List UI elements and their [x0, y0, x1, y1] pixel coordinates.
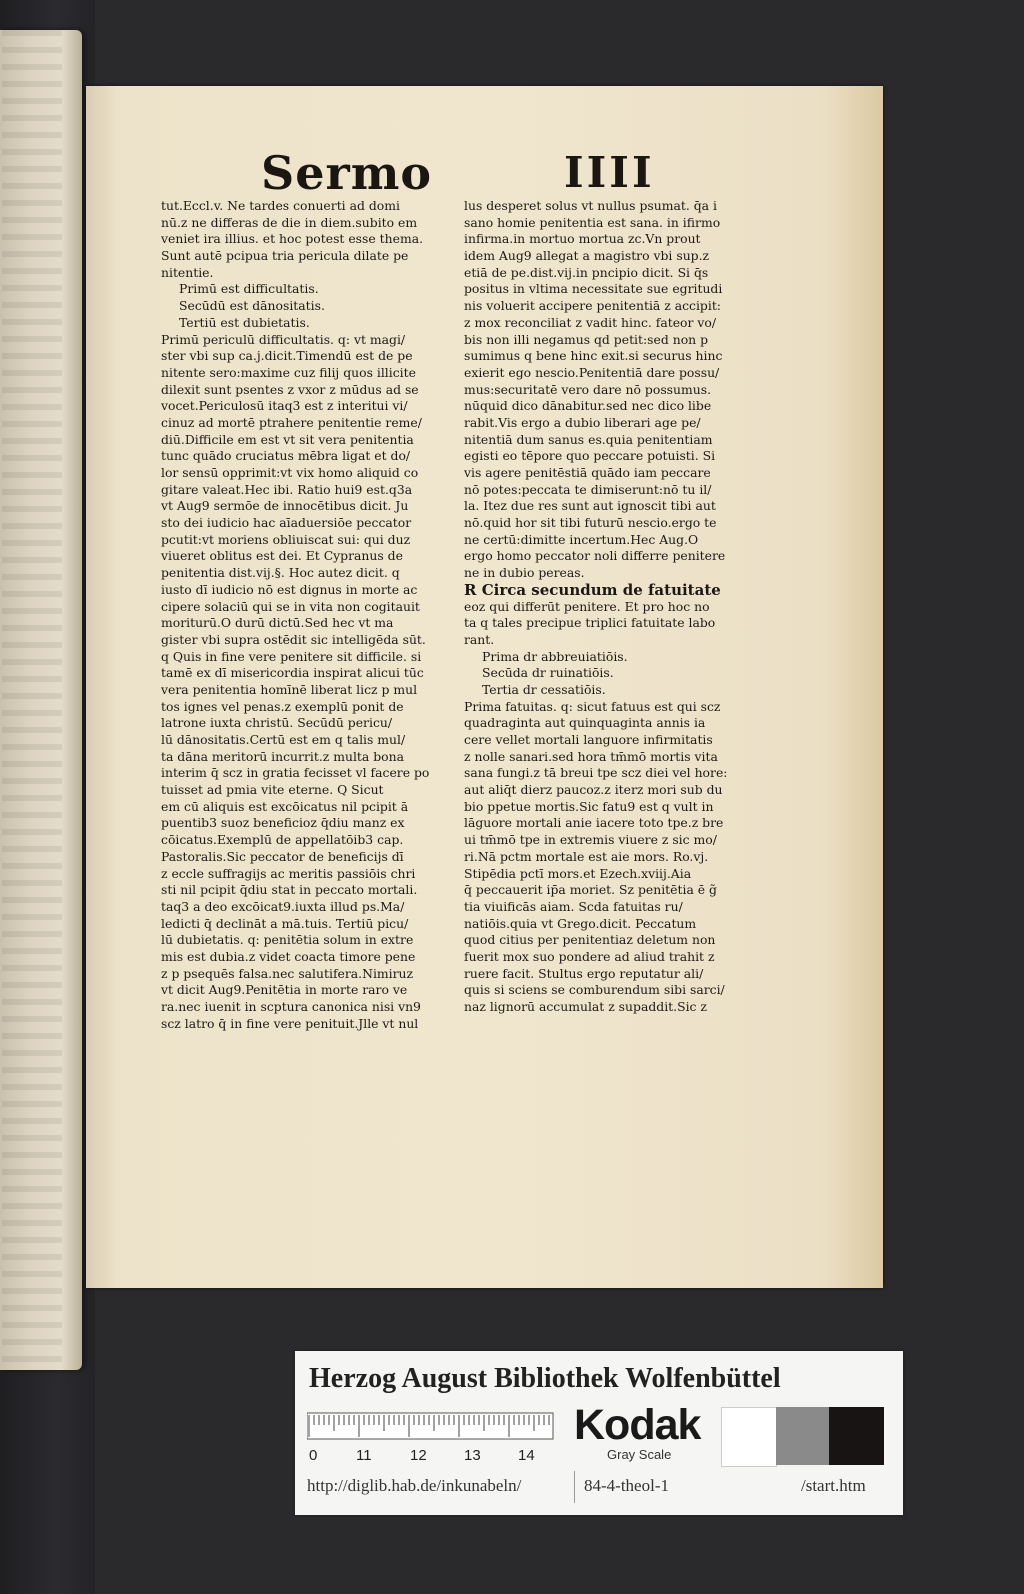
text-line: iusto dī iudicio nō est dignus in morte ac — [161, 581, 418, 597]
url-separator — [574, 1471, 575, 1503]
text-line: Prima dr abbreuiatiōis. — [482, 648, 628, 664]
text-line: ne in dubio pereas. — [464, 565, 585, 581]
text-line: z mox reconciliat z vadit hinc. fateor vo/ — [464, 314, 717, 330]
text-line: z p psequēs falsa.nec salutifera.Nimiruz — [161, 965, 414, 981]
text-line: Primū periculū difficultatis. q: vt magi/ — [161, 331, 406, 347]
text-line: ra.nec iuenit in scptura canonica nisi vn9 — [161, 999, 421, 1014]
text-line: diū.Difficile em est vt sit vera penitentia — [161, 431, 414, 447]
running-head-title: Sermo — [261, 146, 433, 200]
ruler-number: 12 — [410, 1447, 427, 1464]
text-line: puentib3 suoz beneficioz q̄diu manz ex — [161, 815, 405, 831]
text-line: Tertia dr cessatiōis. — [482, 681, 606, 697]
text-line: nō potes:peccata te dimiserunt:nō tu il/ — [464, 481, 712, 497]
text-line: vocet.Periculosū itaq3 est z interitui vi/ — [161, 398, 408, 414]
text-line: ri.Nā pctm mortale est aie mors. Ro.vj. — [464, 848, 709, 864]
text-line: penitentia dist.vij.§. Hoc autez dicit. q — [161, 565, 400, 581]
text-line: bio ppetue mortis.Sic fatu9 est q vult in — [464, 798, 714, 814]
text-line: q Quis in fine vere penitere sit difficile. si — [161, 648, 422, 664]
text-line: tunc quādo cruciatus mēbra ligat et do/ — [161, 448, 411, 464]
text-line: tia viuificās aiam. Scda fatuitas ru/ — [464, 898, 683, 914]
text-line: taq3 a deo excōicat9.iuxta illud ps.Ma/ — [161, 898, 405, 914]
gray-swatch-white — [721, 1407, 777, 1467]
text-line: cōicatus.Exemplū de appellatōib3 cap. — [161, 832, 404, 848]
text-line: eoz qui differūt penitere. Et pro hoc no — [464, 598, 710, 614]
text-line: mis est dubia.z videt coacta timore pene — [161, 948, 416, 964]
text-line: mus:securitatē vero dare nō possumus. — [464, 381, 712, 397]
text-line: nitentie. — [161, 264, 214, 280]
url-shelfmark: 84-4-theol-1 — [584, 1476, 669, 1495]
text-line: Secūda dr ruinatiōis. — [482, 665, 614, 681]
text-line: veniet ira illius. et hoc potest esse thema. — [161, 231, 424, 247]
library-name: Herzog August Bibliothek Wolfenbüttel — [309, 1363, 781, 1394]
text-line: la. Itez due res sunt aut ignoscit tibi aut — [464, 498, 716, 514]
text-line: tut.Eccl.v. Ne tardes conuerti ad domi — [161, 198, 400, 213]
text-line: nū.z ne differas de die in diem.subito em — [161, 214, 418, 230]
text-line: quod citius per penitentiaz deletum non — [464, 932, 716, 948]
gray-scale-caption: Gray Scale — [607, 1447, 672, 1462]
text-line: sto dei iudicio hac aīaduersiōe peccator — [161, 515, 412, 531]
text-line: lū dubietatis. q: penitētia solum in extre — [161, 932, 414, 948]
text-line: rant. — [464, 631, 495, 647]
text-line: Prima fatuitas. q: sicut fatuus est qui scz — [464, 698, 721, 714]
text-line: ta dāna meritorū incurrit.z multa bona — [161, 748, 404, 764]
ruler-number: 0 — [309, 1447, 318, 1464]
facing-page-edge — [0, 30, 82, 1370]
text-line: natiōis.quia vt Grego.dicit. Peccatum — [464, 915, 697, 931]
bleed-through-text — [2, 30, 62, 1370]
url-base: http://diglib.hab.de/inkunabeln/ — [307, 1476, 522, 1495]
text-line: tos ignes vel penas.z exemplū ponit de — [161, 698, 404, 714]
text-line: cipere solaciū qui se in vita non cogitauit — [161, 598, 420, 614]
text-line: lor sensū opprimit:vt vix homo aliquid co — [161, 465, 419, 480]
ruler-ticks — [307, 1409, 561, 1449]
kodak-logo: Kodak — [574, 1401, 701, 1449]
text-line: z nolle sanari.sed hora tm̄mō mortis vita — [464, 748, 718, 764]
url-suffix: /start.htm — [801, 1476, 866, 1495]
text-line: sumimus q bene hinc exit.si securus hinc — [464, 348, 723, 364]
text-line: ui tm̄mō tpe in extremis viuere z sic mo/ — [464, 832, 717, 848]
text-line: egisti eo tēpore quo peccare potuisti. Si — [464, 448, 716, 464]
running-head — [86, 146, 883, 206]
text-line: pcutit:vt moriens obliuiscat sui: qui duz — [161, 531, 411, 547]
text-line: vt dicit Aug9.Penitētia in morte raro ve — [161, 982, 408, 998]
text-line: latrone iuxta christū. Secūdū pericu/ — [161, 715, 393, 731]
text-line: infirma.in mortuo mortua zc.Vn prout — [464, 231, 701, 247]
text-line: bis non illi negamus qd petit:sed non p — [464, 331, 709, 347]
ruler-number: 11 — [356, 1447, 372, 1464]
text-line: gitare valeat.Hec ibi. Ratio hui9 est.q3a — [161, 481, 413, 497]
text-line: quadraginta aut quinquaginta annis ia — [464, 715, 706, 731]
text-line: cere vellet mortali languore infirmitatis — [464, 732, 713, 747]
text-line: lū dānositatis.Certū est em q talis mul/ — [161, 732, 406, 747]
text-line: idem Aug9 allegat a magistro vbi sup.z — [464, 248, 710, 264]
text-line: Sunt autē pcipua tria pericula dilate pe — [161, 248, 409, 264]
text-line: vt Aug9 sermōe de innocētibus dicit. Ju — [161, 498, 409, 514]
text-line: R Circa secundum de fatuitate — [464, 581, 721, 599]
book-page — [86, 86, 883, 1288]
text-line: dilexit sunt psentes z vxor z mūdus ad se — [161, 381, 419, 397]
text-line: ruere facit. Stultus ergo reputatur ali/ — [464, 965, 704, 981]
text-line: positus in vltima necessitate sue egritudi — [464, 281, 723, 297]
text-line: ne certū:dimitte incertum.Hec Aug.O — [464, 531, 699, 547]
text-line: sana fungi.z tā breui tpe scz diei vel hore: — [464, 765, 728, 781]
text-line: nūquid dico dānabitur.sed nec dico libe — [464, 398, 712, 414]
text-line: viueret oblitus est dei. Et Cypranus de — [161, 548, 403, 564]
text-line: aut aliq̄t dierz paucoz.z iterz mori sub du — [464, 782, 723, 798]
text-column-left — [161, 198, 453, 1032]
ruler-number: 13 — [464, 1447, 481, 1464]
text-line: cinuz ad mortē ptrahere penitentie reme/ — [161, 414, 422, 430]
text-line: etiā de pe.dist.vij.in pncipio dicit. Si q̄s — [464, 264, 709, 280]
scale-ruler — [307, 1409, 561, 1465]
text-line: scz latro q̄ in fine vere penituit.Jlle vt nul — [161, 1015, 419, 1031]
text-line: vis agere penitēstiā quādo iam peccare — [464, 465, 711, 480]
text-line: tamē ex dī misericordia inspirat alicui tūc — [161, 665, 424, 681]
text-line: tuisset ad pmia vite eterne. Q Sicut — [161, 782, 384, 798]
text-column-right — [464, 198, 764, 1016]
text-line: nitentiā dum sanus es.quia penitentiam — [464, 431, 713, 447]
text-line: q̄ peccauerit ip̄a moriet. Sz penitētia ē g̃ — [464, 882, 717, 898]
text-line: Secūdū est dānositatis. — [179, 298, 325, 314]
text-line: gister vbi supra ostēdit sic intelligēda sūt. — [161, 631, 426, 647]
gray-swatch-mid — [776, 1407, 829, 1465]
text-line: naz lignorū accumulat z supaddit.Sic z — [464, 999, 707, 1014]
text-line: interim q̄ scz in gratia fecisset vl facere po — [161, 765, 430, 781]
text-line: sano homie penitentia est sana. in ifirmo — [464, 214, 721, 230]
text-line: Primū est difficultatis. — [179, 281, 319, 297]
text-line: Tertiū est dubietatis. — [179, 314, 310, 330]
text-line: quis si sciens se comburendum sibi sarci/ — [464, 982, 725, 998]
text-line: nitente sero:maxime cuz filij quos illicite — [161, 364, 416, 380]
text-line: moriturū.O durū dictū.Sed hec vt ma — [161, 615, 394, 631]
text-line: ta q tales precipue triplici fatuitate labo — [464, 615, 716, 631]
text-line: rabit.Vis ergo a dubio liberari age pe/ — [464, 414, 701, 430]
ruler-number: 14 — [518, 1447, 535, 1464]
text-line: ster vbi sup ca.j.dicit.Timendū est de pe — [161, 348, 413, 364]
running-head-number: IIII — [564, 148, 655, 197]
text-line: exierit ego nescio.Penitentiā dare possu/ — [464, 364, 720, 380]
text-line: Stipēdia pctī mors.et Ezech.xviij.Aia — [464, 865, 692, 881]
text-line: fuerit mox suo pondere ad aliud trahit z — [464, 948, 715, 964]
text-line: z eccle suffragijs ac meritis passiōis chri — [161, 865, 416, 881]
text-line: nis voluerit accipere penitentiā z accipit: — [464, 298, 721, 314]
text-line: lus desperet solus vt nullus psumat. q̄a i — [464, 198, 717, 213]
text-line: lāguore mortali anie iacere toto tpe.z bre — [464, 815, 724, 831]
text-line: ergo homo peccator noli differre penitere — [464, 548, 726, 564]
text-line: em cū aliquis est excōicatus nil pcipit ā — [161, 798, 409, 814]
text-line: vera penitentia homīnē liberat licz p mul — [161, 681, 418, 697]
library-label-card — [295, 1351, 903, 1515]
text-line: nō.quid hor sit tibi futurū nescio.ergo te — [464, 515, 717, 531]
text-line: ledicti q̄ declināt a mā.tuis. Tertiū picu/ — [161, 915, 409, 931]
text-line: Pastoralis.Sic peccator de beneficijs dī — [161, 848, 404, 864]
text-line: sti nil pcipit q̄diu stat in peccato mortali. — [161, 882, 418, 898]
gray-swatch-black — [829, 1407, 884, 1465]
